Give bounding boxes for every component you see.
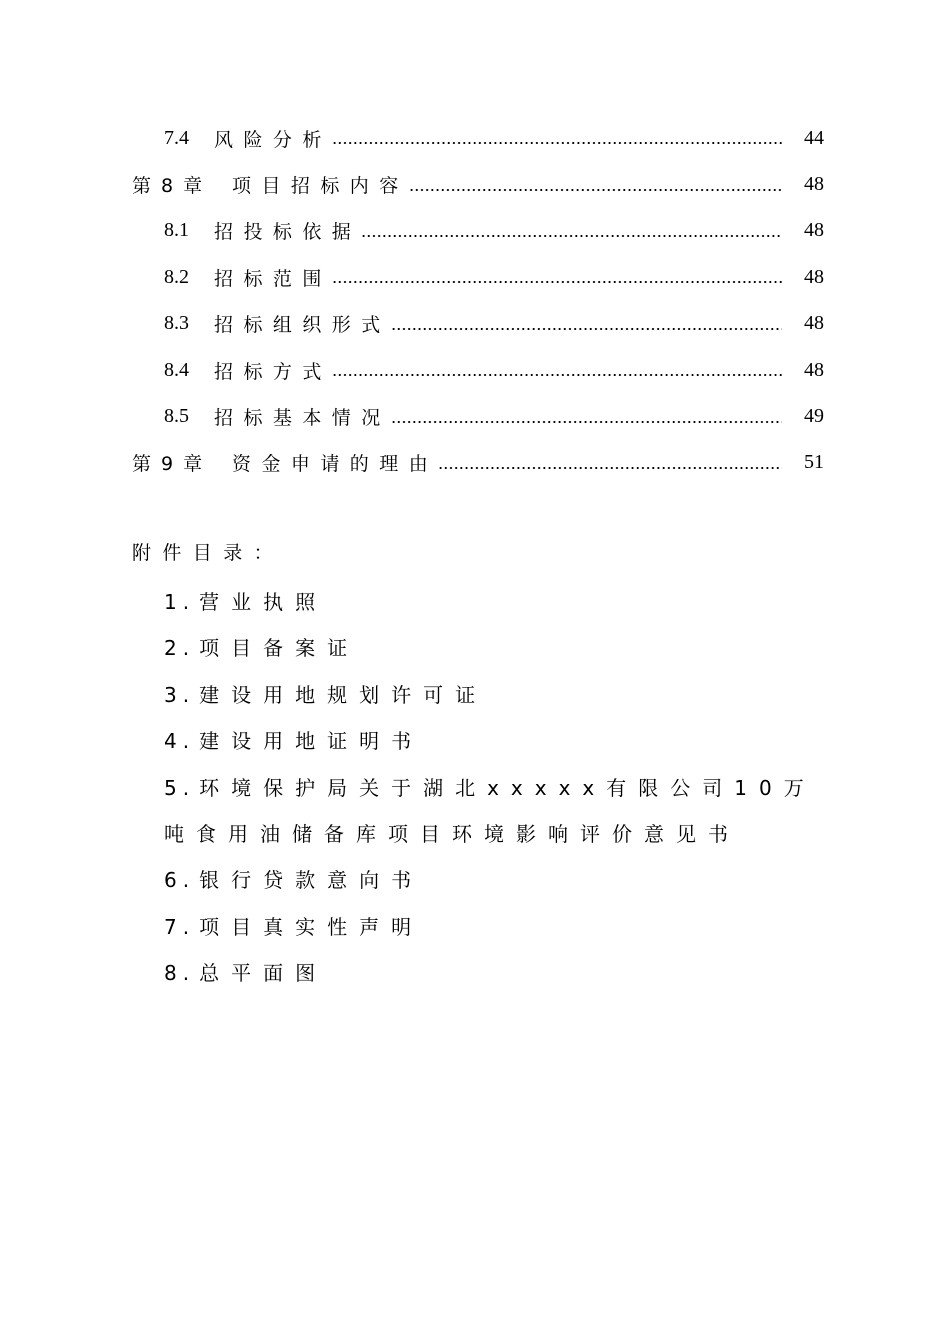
toc-entry-title: 招标基本情况 (214, 407, 391, 430)
toc-entry-8-1[interactable] (132, 208, 824, 254)
appendix-item (164, 718, 828, 764)
toc-entry-number: 8.1 (164, 219, 189, 242)
appendix-item-text: 环境保护局关于湖北xxxxx有限公司10万吨食用油储备库项目环境影响评价意见书 (164, 775, 816, 847)
toc-entry-number: 第 8 章 (132, 175, 205, 198)
toc-entry-page: 48 (804, 265, 824, 288)
toc-entry-title: 招标方式 (214, 360, 332, 383)
toc-entry-title: 资金申请的理由 (232, 453, 439, 476)
appendix-item-text: 项目备案证 (199, 636, 360, 661)
appendix-heading: 附件目录： (132, 542, 285, 564)
appendix-item (164, 950, 828, 996)
dot-leader (438, 465, 782, 471)
toc-entry-number: 8.5 (164, 405, 189, 428)
toc-entry-page: 49 (804, 405, 824, 428)
dot-leader (332, 140, 782, 146)
appendix-item-number: 6. (164, 868, 196, 893)
appendix-item (164, 857, 828, 903)
appendix-item-text: 银行贷款意向书 (199, 868, 424, 893)
appendix-item-number: 4. (164, 729, 196, 754)
toc-entry-number: 第 9 章 (132, 453, 205, 476)
toc-entry-page: 48 (804, 312, 824, 335)
toc-entry-number: 8.4 (164, 358, 189, 381)
appendix-item-number: 1. (164, 590, 196, 614)
appendix-item-text: 建设用地规划许可证 (199, 682, 488, 707)
appendix-item-text: 总平面图 (199, 961, 328, 986)
appendix-list (164, 579, 828, 997)
toc-entry-title: 招标范围 (214, 267, 332, 290)
appendix-item (164, 904, 828, 950)
toc-entry-8-2[interactable] (132, 254, 824, 300)
appendix-item (164, 672, 828, 718)
dot-leader (409, 187, 782, 193)
appendix-item-text: 营业执照 (199, 590, 328, 614)
toc-entry-page: 48 (804, 173, 824, 196)
toc-entry-chapter-8[interactable] (132, 161, 824, 207)
appendix-item-text: 项目真实性声明 (199, 914, 424, 939)
dot-leader (332, 372, 782, 378)
dot-leader (391, 419, 782, 425)
toc-entry-8-4[interactable] (132, 347, 824, 393)
appendix-item-number: 8. (164, 961, 196, 986)
toc-entry-page: 48 (804, 219, 824, 242)
toc-entry-page: 44 (804, 126, 824, 149)
appendix-item-number: 7. (164, 914, 196, 939)
appendix-item (164, 765, 828, 858)
appendix-item-number: 3. (164, 682, 196, 707)
toc-entry-chapter-9[interactable] (132, 440, 824, 486)
appendix-item-number: 5. (164, 775, 196, 800)
toc-entry-number: 7.4 (164, 126, 189, 149)
appendix-item (164, 625, 828, 671)
table-of-contents (132, 115, 824, 486)
toc-entry-8-5[interactable] (132, 393, 824, 439)
toc-entry-page: 51 (804, 451, 824, 474)
dot-leader (391, 326, 782, 332)
toc-entry-7-4[interactable] (132, 115, 824, 161)
toc-entry-title: 招标组织形式 (214, 314, 391, 337)
toc-entry-number: 8.2 (164, 265, 189, 288)
appendix-item-number: 2. (164, 636, 196, 661)
toc-entry-page: 48 (804, 358, 824, 381)
dot-leader (332, 279, 782, 285)
toc-entry-number: 8.3 (164, 312, 189, 335)
toc-entry-title: 项目招标内容 (232, 175, 409, 198)
appendix-item-text: 建设用地证明书 (199, 729, 424, 754)
appendix-item (164, 579, 828, 625)
toc-entry-title: 招投标依据 (214, 221, 362, 244)
dot-leader (361, 233, 782, 239)
toc-entry-8-3[interactable] (132, 301, 824, 347)
toc-entry-title: 风险分析 (214, 128, 332, 151)
